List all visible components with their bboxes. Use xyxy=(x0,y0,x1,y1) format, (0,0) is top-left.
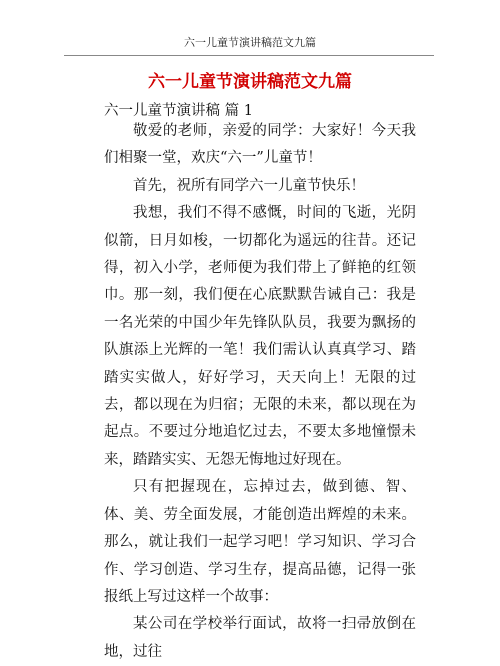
paragraph: 某公司在学校举行面试，故将一扫帚放倒在地，过往 xyxy=(104,616,416,660)
document-body xyxy=(104,118,416,666)
document-title: 六一儿童节演讲稿范文九篇 xyxy=(148,72,352,92)
paragraph: 首先，祝所有同学六一儿童节快乐！ xyxy=(133,177,365,194)
section-subtitle: 六一儿童节演讲稿 篇 1 xyxy=(104,103,253,119)
header-rule xyxy=(64,55,434,56)
paragraph: 敬爱的老师，亲爱的同学：大家好！今天我们相聚一堂，欢庆“六一”儿童节！ xyxy=(104,123,416,167)
running-header: 六一儿童节演讲稿范文九篇 xyxy=(184,36,316,49)
paragraph: 只有把握现在，忘掉过去，做到德、智、体、美、劳全面发展，才能创造出辉煌的未来。那么，就让我们一起学习吧！学习知识、学习合作、学习创造、学习生存，提高品德，记得一张报纸上写过这样一个故事： xyxy=(104,479,416,605)
paragraph: 我想，我们不得不感慨，时间的飞逝，光阴似箭，日月如梭，一切都化为遥远的往昔。还记得，初入小学，老师便为我们带上了鲜艳的红领巾。那一刻，我们便在心底默默告诫自己：我是一名光荣的中国少年先锋队队员，我要为飘扬的队旗添上光辉的一笔！我们需认认真真学习、踏踏实实做人，好好学习，天天向上！无限的过去，都以现在为归宿；无限的未来，都以现在为起点。不要过分地追忆过去，不要太多地憧憬未来，踏踏实实、无怨无悔地过好现在。 xyxy=(104,205,416,468)
